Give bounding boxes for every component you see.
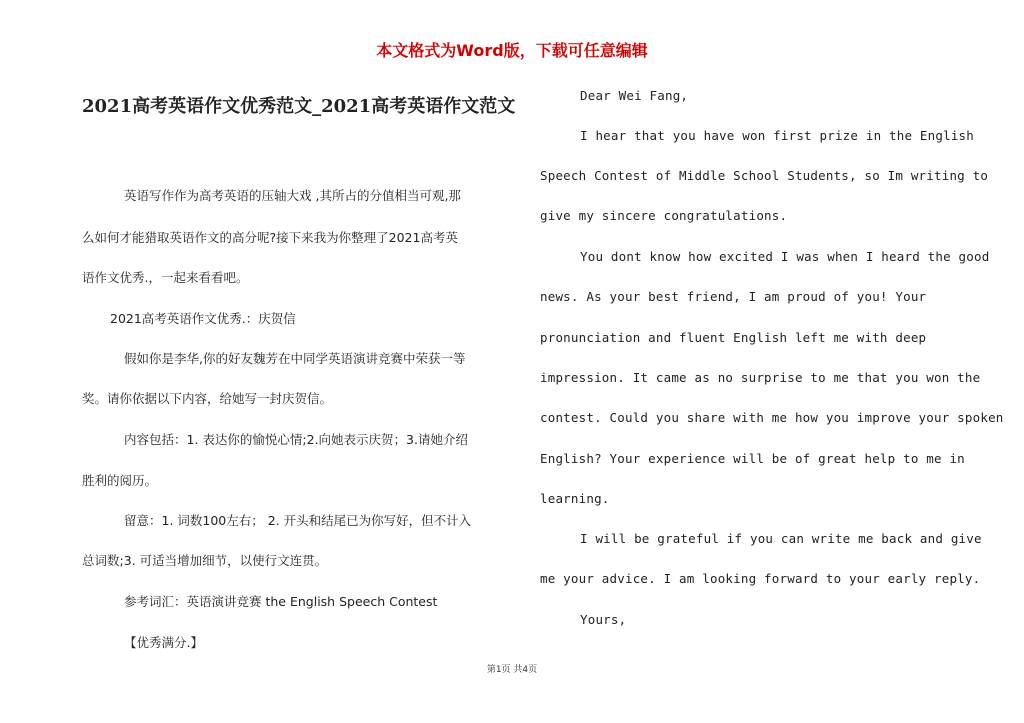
letter-line: news. As your best friend, I am proud of you! Your xyxy=(540,289,927,304)
body-line: 留意：1. 词数100左右； 2. 开头和结尾已为你写好，但不计入 xyxy=(124,513,472,528)
body-line: 总词数;3. 可适当增加细节，以使行文连贯。 xyxy=(82,553,328,568)
body-line: 英语写作作为高考英语的压轴大戏 ,其所占的分值相当可观,那 xyxy=(124,188,461,203)
page-title: 2021高考英语作文优秀范文_2021高考英语作文范文 xyxy=(82,96,516,117)
letter-line: English? Your experience will be of great help to me in xyxy=(540,451,965,466)
body-line: 么如何才能猎取英语作文的高分呢?接下来我为你整理了2021高考英 xyxy=(82,230,458,245)
body-line: 胜利的阅历。 xyxy=(82,473,158,488)
body-line: 奖。请你依据以下内容，给她写一封庆贺信。 xyxy=(82,391,333,406)
watermark-banner: 本文格式为Word版，下载可任意编辑 xyxy=(376,41,648,60)
section-heading: 2021高考英语作文优秀.：庆贺信 xyxy=(110,311,296,326)
body-line: 语作文优秀.，一起来看看吧。 xyxy=(82,270,249,285)
letter-line: pronunciation and fluent English left me with deep xyxy=(540,330,927,345)
letter-line: I will be grateful if you can write me back and give xyxy=(580,531,982,546)
section-heading: 【优秀满分.】 xyxy=(124,635,203,650)
page-footer: 第1页 共4页 xyxy=(486,665,538,675)
letter-line: impression. It came as no surprise to me that you won the xyxy=(540,370,981,385)
letter-line: learning. xyxy=(540,491,610,506)
letter-line: I hear that you have won first prize in the English xyxy=(580,128,975,143)
letter-line: Speech Contest of Middle School Students, so Im writing to xyxy=(540,168,989,183)
letter-line: You dont know how excited I was when I heard the good xyxy=(580,249,990,264)
letter-line: contest. Could you share with me how you improve your spoken xyxy=(540,410,1004,425)
letter-line: me your advice. I am looking forward to your early reply. xyxy=(540,571,981,586)
body-line: 参考词汇：英语演讲竞赛 the English Speech Contest xyxy=(124,594,438,609)
letter-line: give my sincere congratulations. xyxy=(540,208,788,223)
body-line: 假如你是李华,你的好友魏芳在中同学英语演讲竞赛中荣获一等 xyxy=(124,351,466,366)
letter-line: Dear Wei Fang, xyxy=(580,88,689,103)
body-line: 内容包括：1. 表达你的愉悦心情;2.向她表示庆贺；3.请她介绍 xyxy=(124,432,468,447)
letter-line: Yours, xyxy=(580,612,627,627)
